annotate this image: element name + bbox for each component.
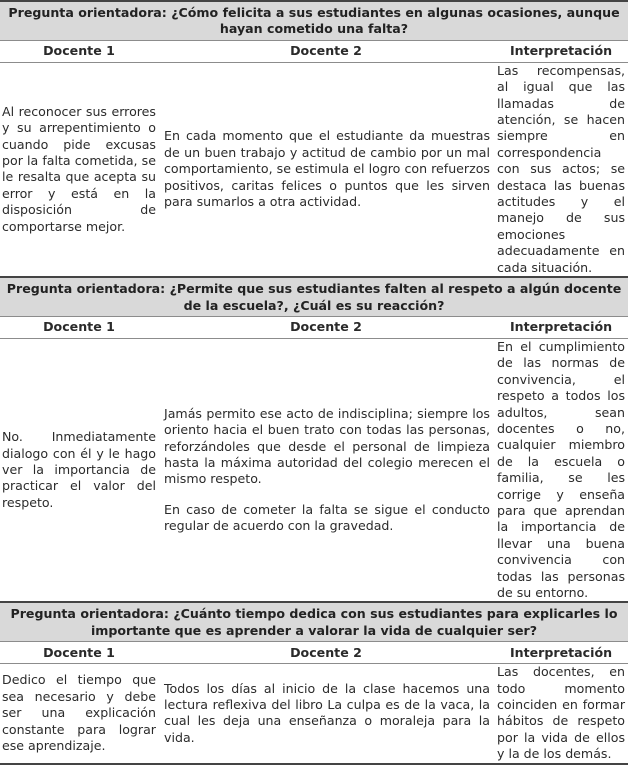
answer-docente-2 (158, 664, 494, 764)
answer-paragraph: En cada momento que el estudiante da muestras de un buen trabajo y actitud de cambio por un mal comportamiento, se estimula el logro con refuerzos positivos, caritas felices o puntos que les sirven para sumarlos a otra actividad. (164, 128, 490, 210)
question-row (0, 1, 628, 40)
answer-docente-2 (158, 338, 494, 602)
header-docente-2: Docente 2 (158, 40, 494, 62)
answer-paragraph: En caso de cometer la falta se sigue el conducto regular de acuerdo con la gravedad. (164, 501, 490, 534)
header-interpretacion: Interpretación (494, 316, 628, 338)
header-row (0, 316, 628, 338)
header-docente-1: Docente 1 (0, 40, 158, 62)
interpretation-text: En el cumplimiento de las normas de convivencia, el respeto a todos los adultos, sean docentes o no, cualquier miembro de la escuela o familia, se les corrige y enseña para que aprendan la importancia de llevar una buena convivencia con todas las personas de su entorno. (497, 338, 626, 600)
interpretation-text: Las recompensas, al igual que las llamadas de atención, se hacen siempre en correspondencia con sus actos; se destaca las buenas actitudes y el manejo de sus emociones adecuadamente en cada situación. (497, 62, 626, 275)
answer-docente-1: Al reconocer sus errores y su arrepentimiento o cuando pide excusas por la falta cometida, se le resalta que acepta su error y está en la disposición de comportarse mejor. (2, 103, 156, 234)
answer-row (0, 338, 628, 602)
answer-docente-1: Dedico el tiempo que sea necesario y debe ser una explicación constante para lograr ese aprendizaje. (0, 664, 158, 764)
answer-paragraph: Jamás permito ese acto de indisciplina; siempre los oriento hacia el buen trato con todas las personas, reforzándoles que desde el personal de limpieza hasta la máxima autoridad del colegio merecen el mismo respeto. (164, 405, 490, 487)
header-docente-1: Docente 1 (0, 316, 158, 338)
answer-row (0, 664, 628, 764)
header-row (0, 642, 628, 664)
interpretation-text: Las docentes, en todo momento coinciden en formar hábitos de respeto por la vida de ellos y la de los demás. (494, 664, 628, 764)
header-interpretacion: Interpretación (494, 642, 628, 664)
answer-docente-2 (158, 62, 494, 277)
header-interpretacion: Interpretación (494, 40, 628, 62)
question-row (0, 277, 628, 316)
header-row (0, 40, 628, 62)
header-docente-1: Docente 1 (0, 642, 158, 664)
header-docente-2: Docente 2 (158, 316, 494, 338)
question-row (0, 602, 628, 641)
guiding-question: Pregunta orientadora: ¿Cómo felicita a sus estudiantes en algunas ocasiones, aunque hayan cometido una falta? (0, 1, 628, 40)
guiding-question: Pregunta orientadora: ¿Cuánto tiempo dedica con sus estudiantes para explicarles lo importante que es aprender a valorar la vida de cualquier ser? (0, 602, 628, 641)
answer-paragraph: Todos los días al inicio de la clase hacemos una lectura reflexiva del libro La culpa es de la vaca, la cual les deja una enseñanza o moraleja para la vida. (164, 680, 490, 745)
answer-row (0, 62, 628, 277)
guiding-question: Pregunta orientadora: ¿Permite que sus estudiantes falten al respeto a algún docente de la escuela?, ¿Cuál es su reacción? (0, 277, 628, 316)
answer-docente-1: No. Inmediatamente dialogo con él y le hago ver la importancia de practicar el valor del respeto. (2, 429, 156, 510)
header-docente-2: Docente 2 (158, 642, 494, 664)
